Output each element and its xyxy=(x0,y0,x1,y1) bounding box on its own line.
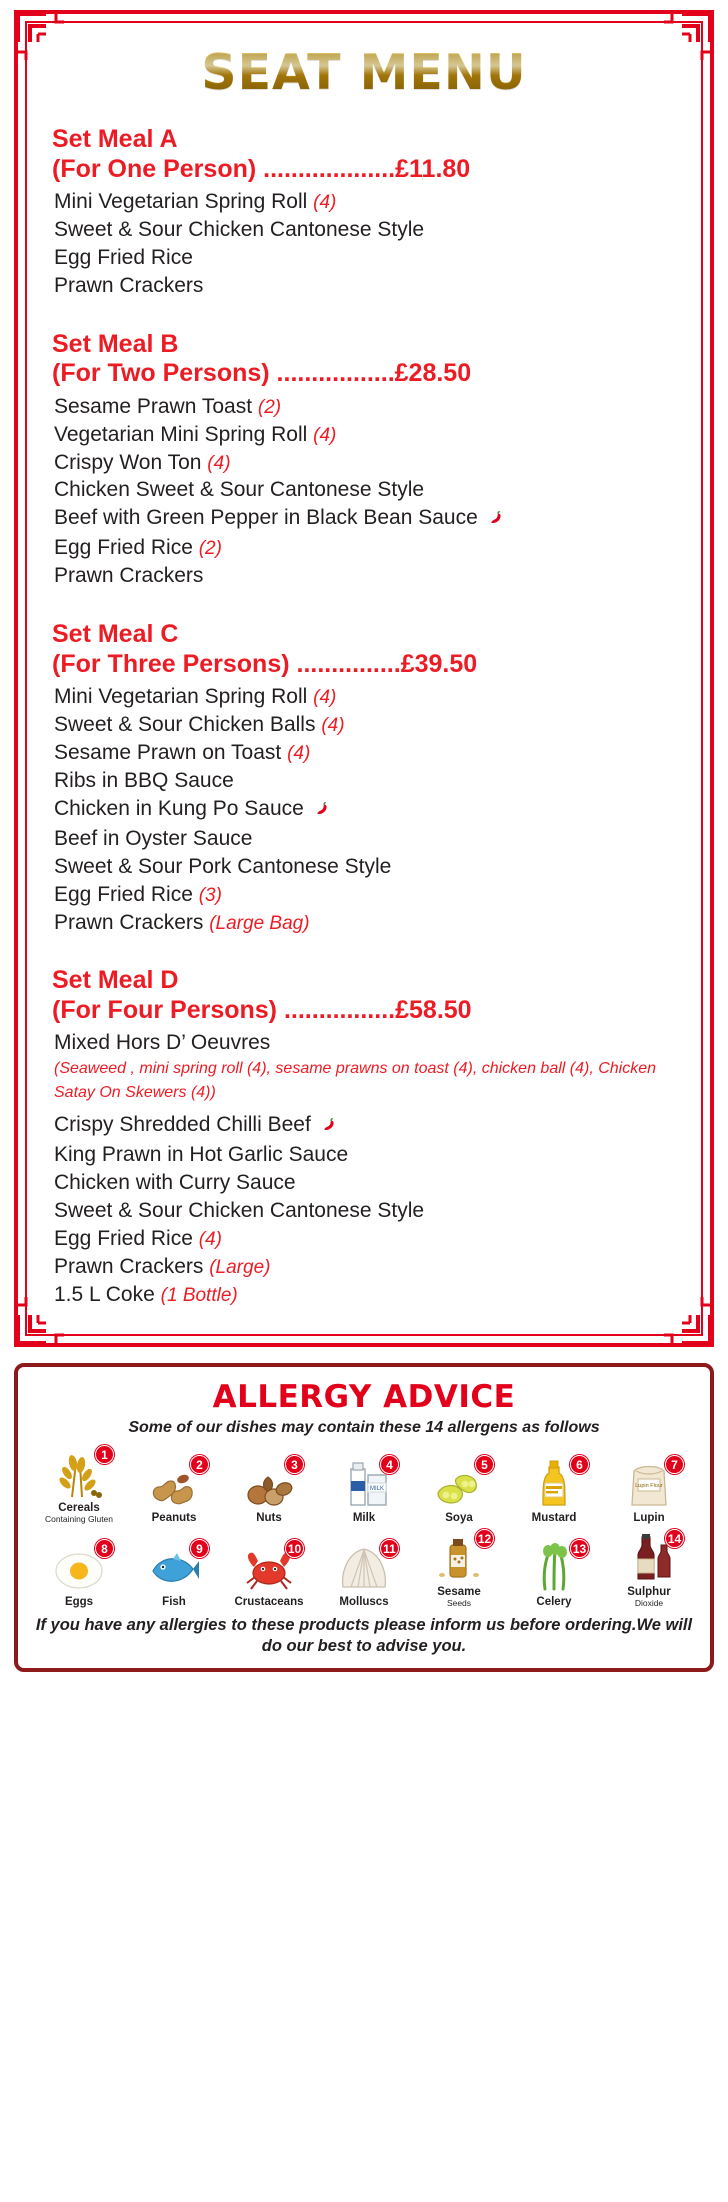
allergen-label-text: Sesame xyxy=(437,1585,481,1598)
list-item xyxy=(52,393,676,421)
list-item xyxy=(52,476,676,504)
menu-page xyxy=(0,10,728,1672)
allergen-label-sub: Dioxide xyxy=(634,1598,664,1609)
allergen-label xyxy=(414,1512,504,1525)
allergen-label-text: Sulphur xyxy=(627,1585,671,1598)
allergen-label xyxy=(34,1502,124,1525)
item-text: Egg Fried Rice xyxy=(54,536,193,560)
allergen-number: 1 xyxy=(95,1445,114,1464)
allergen-label xyxy=(319,1596,409,1609)
set-meal-d-persons: (For Four Persons) xyxy=(52,995,278,1024)
item-text: Chicken with Curry Sauce xyxy=(54,1171,296,1195)
item-text: Prawn Crackers xyxy=(54,910,204,934)
list-item xyxy=(52,767,676,795)
allergen-crustaceans xyxy=(224,1541,314,1609)
fish-icon xyxy=(129,1541,219,1593)
set-meal-b-items xyxy=(52,393,676,590)
allergen-label xyxy=(129,1596,219,1609)
item-qty: (4) xyxy=(313,687,337,709)
item-qty: (4) xyxy=(207,452,231,474)
allergen-label xyxy=(319,1512,409,1525)
menu-frame xyxy=(14,10,714,1347)
chilli-icon xyxy=(320,1113,337,1141)
allergen-label-text: Nuts xyxy=(256,1511,282,1524)
allergen-number: 3 xyxy=(285,1455,304,1474)
allergen-label-text: Molluscs xyxy=(339,1595,389,1608)
allergen-number: 8 xyxy=(95,1539,114,1558)
item-text: Sesame Prawn Toast xyxy=(54,394,253,418)
list-item xyxy=(52,795,676,825)
allergen-label xyxy=(414,1586,504,1609)
list-item xyxy=(52,1197,676,1225)
item-text: Prawn Crackers xyxy=(54,1254,204,1278)
list-item xyxy=(52,216,676,244)
list-item xyxy=(52,188,676,216)
allergy-footer-note: If you have any allergies to these products please inform us before ordering.We will do our best to advise you. xyxy=(35,1615,693,1656)
set-meal-a-dots: ................... xyxy=(256,154,396,183)
item-text: Crispy Won Ton xyxy=(54,450,202,474)
list-item xyxy=(52,1169,676,1197)
allergen-milk xyxy=(319,1457,409,1525)
list-item xyxy=(52,244,676,272)
allergen-number: 13 xyxy=(570,1539,589,1558)
set-meal-b-dots: ................. xyxy=(269,359,395,388)
lupin-icon xyxy=(604,1457,694,1509)
item-text: Crispy Shredded Chilli Beef xyxy=(54,1113,311,1137)
item-text: Beef in Oyster Sauce xyxy=(54,826,253,850)
set-meal-b-name: Set Meal B xyxy=(52,329,179,358)
allergen-celery xyxy=(509,1541,599,1609)
list-item xyxy=(52,562,676,590)
set-meal-c-persons: (For Three Persons) xyxy=(52,649,290,678)
allergen-label-text: Eggs xyxy=(64,1595,94,1608)
chilli-icon xyxy=(487,506,504,534)
allergen-lupin xyxy=(604,1457,694,1525)
item-text: Egg Fried Rice xyxy=(54,245,193,269)
set-meal-c xyxy=(52,620,676,936)
item-text: Prawn Crackers xyxy=(54,273,204,297)
allergy-subtitle: Some of our dishes may contain these 14 allergens as follows xyxy=(128,1418,600,1436)
list-item xyxy=(52,1141,676,1169)
allergen-nuts xyxy=(224,1457,314,1525)
set-meal-a-persons: (For One Person) xyxy=(52,154,257,183)
allergen-number: 14 xyxy=(665,1529,684,1548)
item-qty: (2) xyxy=(198,538,222,560)
set-meal-d xyxy=(52,966,676,1308)
list-item xyxy=(52,1225,676,1253)
set-meal-d-heading xyxy=(52,966,676,1025)
soya-icon xyxy=(414,1457,504,1509)
allergen-number: 6 xyxy=(570,1455,589,1474)
allergen-number: 2 xyxy=(190,1455,209,1474)
allergen-label xyxy=(509,1596,599,1609)
allergen-number: 10 xyxy=(285,1539,304,1558)
list-item xyxy=(52,909,676,937)
allergen-label-text: Lupin xyxy=(633,1511,665,1524)
set-meal-a xyxy=(52,125,676,300)
list-item xyxy=(52,739,676,767)
allergen-peanuts xyxy=(129,1457,219,1525)
item-text: Mini Vegetarian Spring Roll xyxy=(54,685,308,709)
set-meal-a-name: Set Meal A xyxy=(52,125,178,153)
shell-icon xyxy=(319,1541,409,1593)
allergen-label-text: Crustaceans xyxy=(234,1595,304,1608)
allergy-title: ALLERGY ADVICE xyxy=(212,1378,516,1415)
allergy-advice-panel xyxy=(14,1363,714,1672)
item-text: Sweet & Sour Chicken Cantonese Style xyxy=(54,1199,425,1223)
list-item xyxy=(52,449,676,477)
item-text: Chicken in Kung Po Sauce xyxy=(54,796,304,820)
item-qty: (Large Bag) xyxy=(209,912,310,934)
allergen-fish xyxy=(129,1541,219,1609)
item-text: 1.5 L Coke xyxy=(54,1282,155,1306)
item-text: Chicken Sweet & Sour Cantonese Style xyxy=(54,478,425,502)
allergen-label-sub: Containing Gluten xyxy=(44,1514,114,1525)
set-meal-d-note: (Seaweed , mini spring roll (4), sesame prawns on toast (4), chicken ball (4), Chicken Satay On Skewers (4)) xyxy=(54,1060,657,1102)
wheat-icon xyxy=(34,1447,124,1499)
item-qty: (4) xyxy=(287,742,311,764)
set-meal-c-price: £39.50 xyxy=(400,649,478,678)
item-qty: (3) xyxy=(198,884,222,906)
set-meal-a-price: £11.80 xyxy=(395,154,471,183)
item-text: Sesame Prawn on Toast xyxy=(54,740,282,764)
set-meal-d-dots: ................ xyxy=(277,995,396,1024)
allergen-label xyxy=(604,1586,694,1609)
allergen-label-text: Cereals xyxy=(58,1501,100,1514)
item-qty: (Large) xyxy=(209,1256,271,1278)
allergen-number: 7 xyxy=(665,1455,684,1474)
allergen-label-sub: Seeds xyxy=(446,1598,472,1609)
set-meal-d-name: Set Meal D xyxy=(52,966,179,995)
item-text: Mini Vegetarian Spring Roll xyxy=(54,190,308,213)
svg-text:MILK: MILK xyxy=(369,1485,385,1492)
list-item xyxy=(52,825,676,853)
allergen-soya xyxy=(414,1457,504,1525)
set-meal-d-items xyxy=(52,1029,676,1308)
item-qty: (4) xyxy=(313,192,337,213)
set-meal-b-persons: (For Two Persons) xyxy=(52,359,270,388)
item-qty: (1 Bottle) xyxy=(160,1284,238,1306)
set-meal-d-price: £58.50 xyxy=(395,995,472,1024)
crab-icon xyxy=(224,1541,314,1593)
allergen-label xyxy=(224,1512,314,1525)
allergen-molluscs xyxy=(319,1541,409,1609)
item-text: King Prawn in Hot Garlic Sauce xyxy=(54,1143,349,1167)
allergen-label-text: Peanuts xyxy=(151,1511,197,1524)
set-meal-c-name: Set Meal C xyxy=(52,620,179,649)
set-meal-c-items xyxy=(52,683,676,936)
page-title: SEAT MENU xyxy=(52,44,676,101)
allergen-label-text: Fish xyxy=(162,1595,186,1608)
set-meal-b xyxy=(52,330,676,590)
set-meal-b-price: £28.50 xyxy=(394,359,472,388)
egg-icon xyxy=(34,1541,124,1593)
chilli-icon xyxy=(313,797,330,825)
allergen-label-text: Soya xyxy=(445,1511,473,1524)
allergen-row-2 xyxy=(28,1531,700,1609)
set-meal-c-heading xyxy=(52,620,676,679)
item-text: Ribs in BBQ Sauce xyxy=(54,768,234,792)
nuts-icon xyxy=(224,1457,314,1509)
set-meal-b-heading xyxy=(52,330,676,389)
list-item xyxy=(52,1111,676,1141)
list-item xyxy=(52,1253,676,1281)
svg-text:Lupin Flour: Lupin Flour xyxy=(635,1482,663,1489)
list-item xyxy=(52,711,676,739)
allergen-sesame-seeds xyxy=(414,1531,504,1609)
set-meal-a-items xyxy=(52,188,676,300)
item-qty: (4) xyxy=(321,715,345,737)
item-qty: (4) xyxy=(198,1229,222,1251)
item-text: Egg Fried Rice xyxy=(54,1227,193,1251)
allergen-cereals xyxy=(34,1447,124,1525)
list-item xyxy=(52,534,676,562)
set-meal-c-dots: ............... xyxy=(289,649,401,678)
item-text: Egg Fried Rice xyxy=(54,882,193,906)
list-item xyxy=(52,504,676,534)
item-text: Mixed Hors D’ Oeuvres xyxy=(54,1031,271,1055)
set-meal-a-heading xyxy=(52,125,676,184)
allergen-label xyxy=(509,1512,599,1525)
list-item xyxy=(52,421,676,449)
sesame-icon xyxy=(414,1531,504,1583)
allergen-label-text: Mustard xyxy=(531,1511,577,1524)
allergen-row-1 xyxy=(28,1447,700,1525)
allergen-label xyxy=(129,1512,219,1525)
milk-icon xyxy=(319,1457,409,1509)
list-item xyxy=(52,881,676,909)
allergen-number: 11 xyxy=(380,1539,399,1558)
allergen-label xyxy=(224,1596,314,1609)
list-item xyxy=(52,272,676,300)
allergen-number: 4 xyxy=(380,1455,399,1474)
item-text: Prawn Crackers xyxy=(54,564,204,588)
mustard-icon xyxy=(509,1457,599,1509)
item-text: Beef with Green Pepper in Black Bean Sauce xyxy=(54,506,478,530)
item-text: Sweet & Sour Chicken Balls xyxy=(54,713,316,737)
item-text: Vegetarian Mini Spring Roll xyxy=(54,422,308,446)
list-item xyxy=(52,1029,676,1057)
sulphur-icon xyxy=(604,1531,694,1583)
item-text: Sweet & Sour Chicken Cantonese Style xyxy=(54,217,425,241)
allergen-label-text: Milk xyxy=(352,1511,376,1524)
allergen-number: 5 xyxy=(475,1455,494,1474)
allergen-number: 12 xyxy=(475,1529,494,1548)
celery-icon xyxy=(509,1541,599,1593)
allergen-label xyxy=(604,1512,694,1525)
peanuts-icon xyxy=(129,1457,219,1509)
list-item xyxy=(52,683,676,711)
allergen-label-text: Celery xyxy=(536,1595,572,1608)
list-item xyxy=(52,1281,676,1309)
item-qty: (2) xyxy=(257,396,282,418)
allergen-label xyxy=(34,1596,124,1609)
item-text: Sweet & Sour Pork Cantonese Style xyxy=(54,854,392,878)
allergen-mustard xyxy=(509,1457,599,1525)
item-qty: (4) xyxy=(313,424,337,446)
allergen-eggs xyxy=(34,1541,124,1609)
allergen-number: 9 xyxy=(190,1539,209,1558)
list-item xyxy=(52,853,676,881)
allergen-sulphur-dioxide xyxy=(604,1531,694,1609)
